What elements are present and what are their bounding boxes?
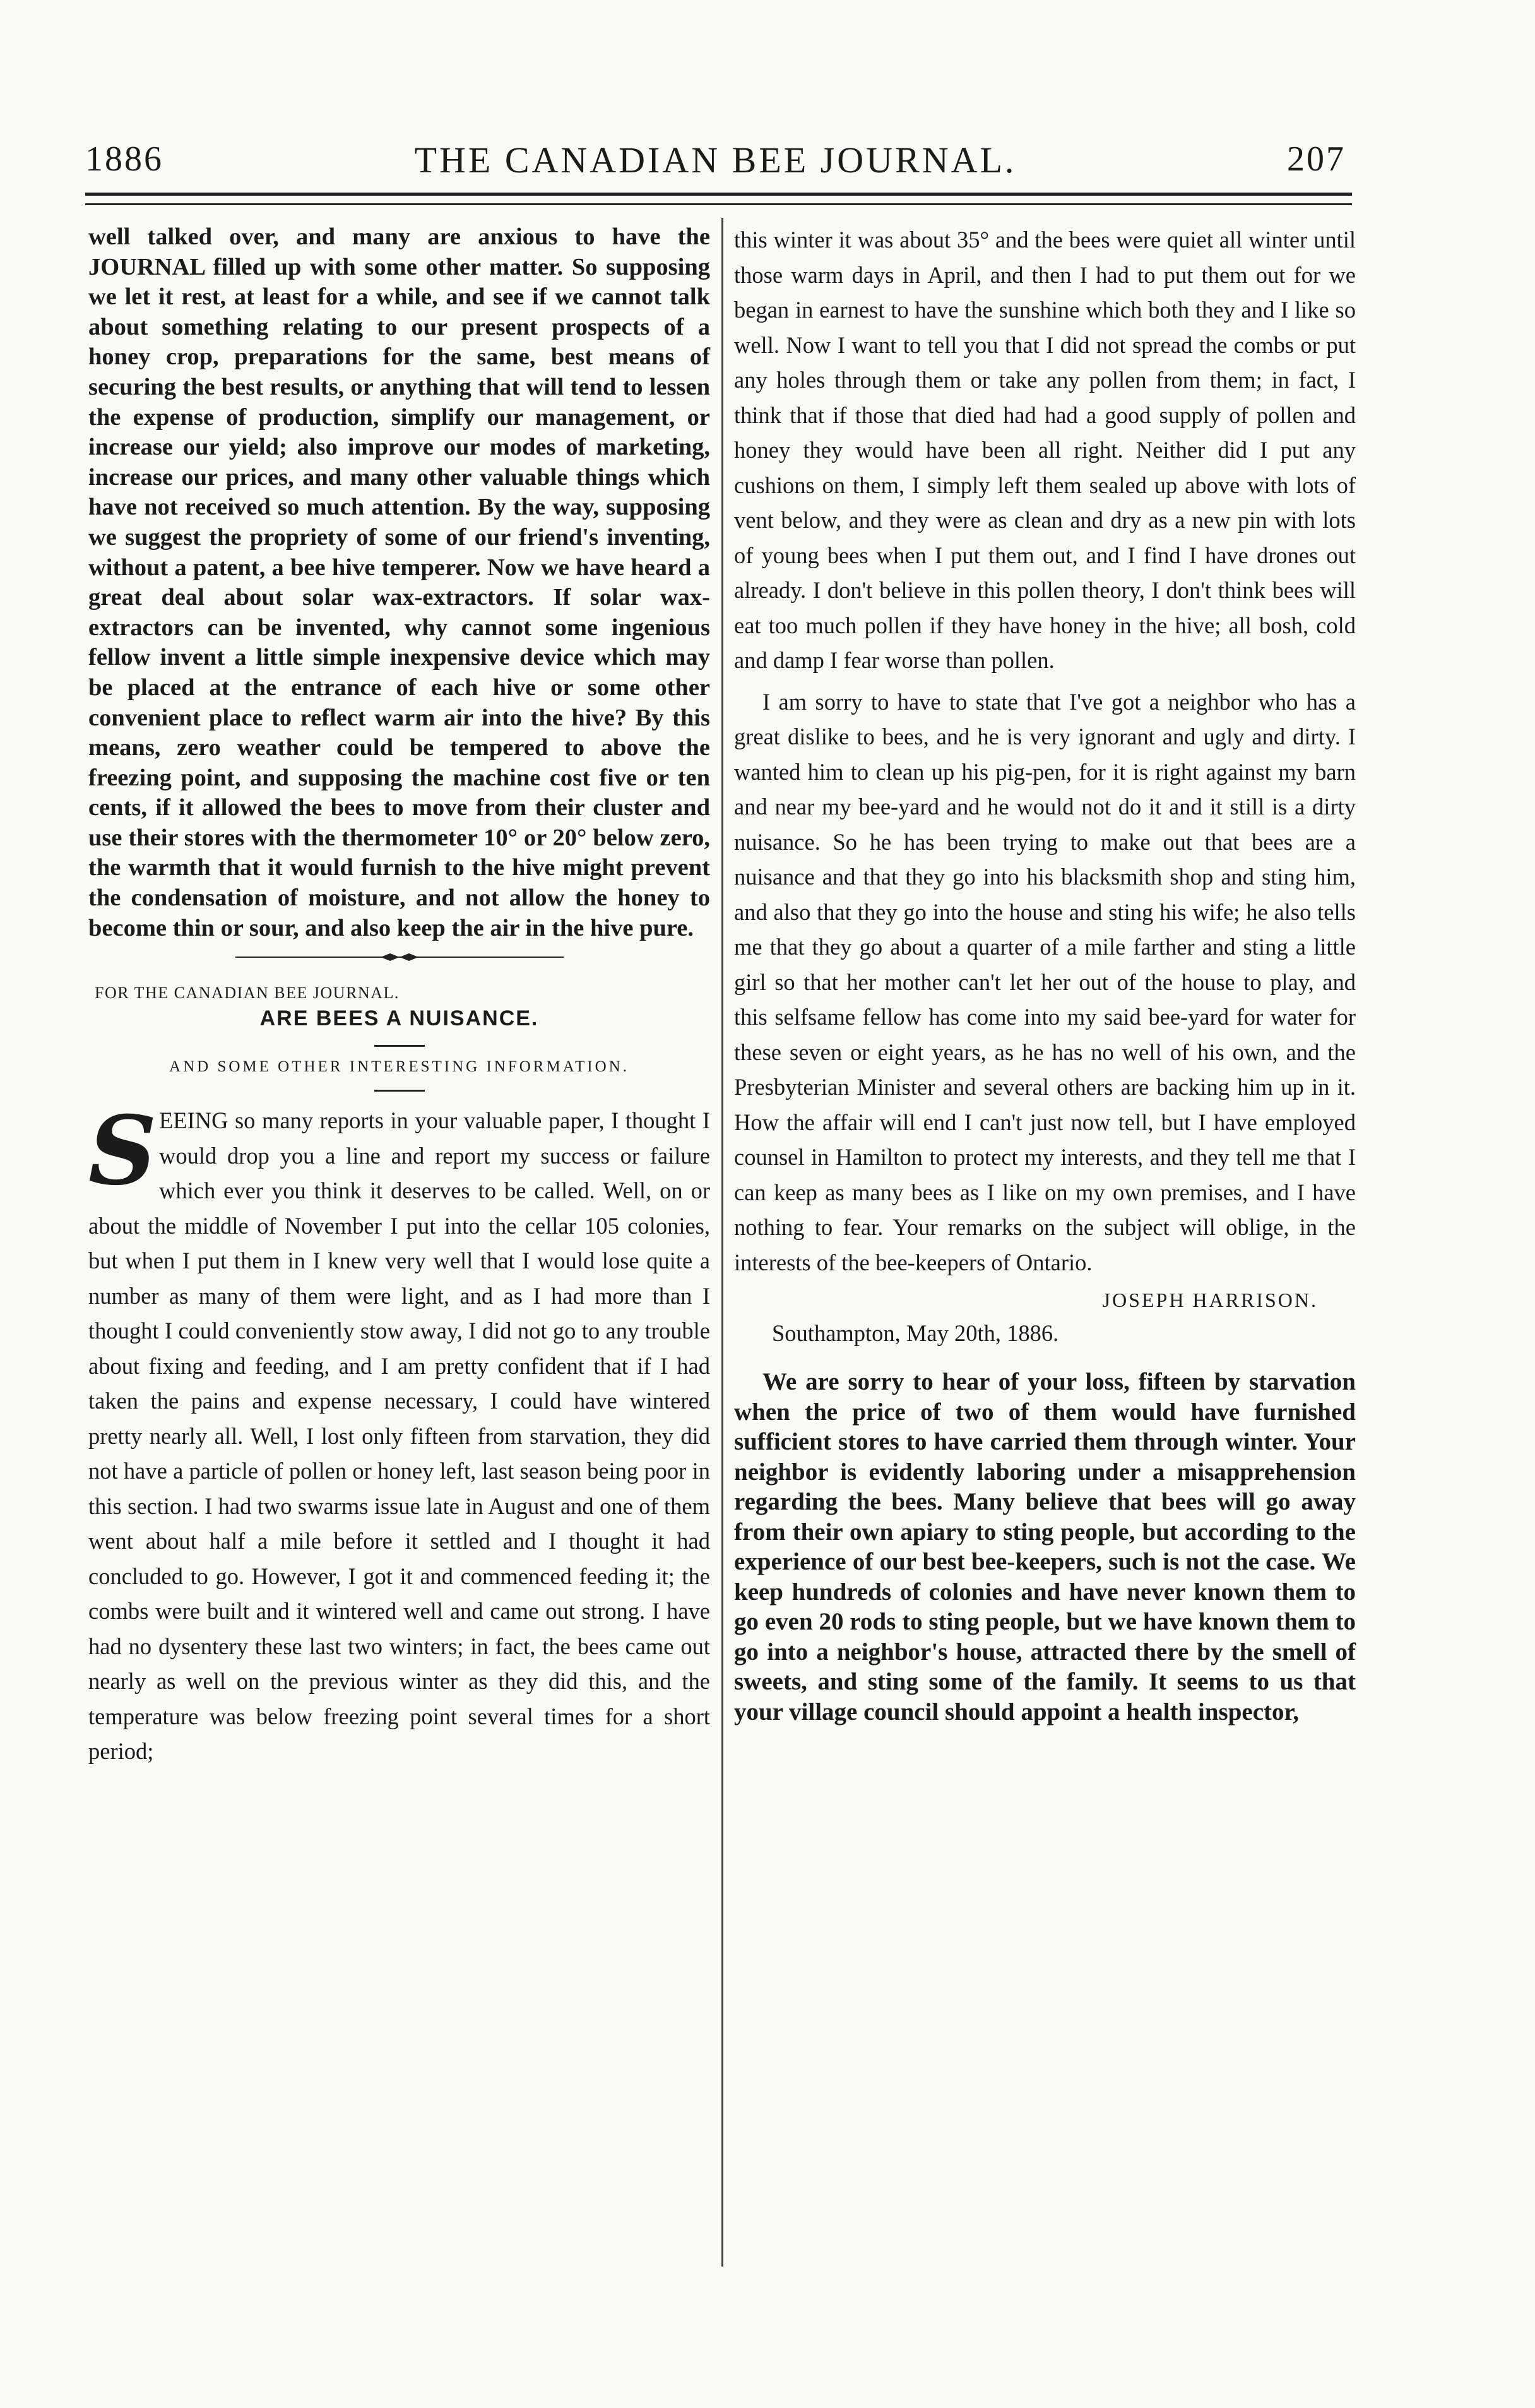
continued-paragraph: well talked over, and many are anxious to have the JOURNAL filled up with some other matter. So supposing we let it rest, at least for a while, and see if we cannot talk about something relating to our present prospects of a honey crop, preparations for the same, best means of securing the best results, or anything that will tend to lessen the expense of production, simplify our management, or increase our yield; also improve our modes of marketing, increase our prices, and many other valuable things which have not received so much attention. By the way, supposing we suggest the propriety of some of our friend's inventing, without a patent, a bee hive temperer. Now we have heard a great deal about solar wax-extractors. If solar wax-extractors can be invented, why cannot some ingenious fellow invent a little simple inexpensive device which may be placed at the entrance of each hive or some other convenient place to reflect warm air into the hive? By this means, zero weather could be tempered to above the freezing point, and supposing the machine cost five or ten cents, if it allowed the bees to move from their cluster and use their stores with the thermometer 10° or 20° below zero, the warmth that it would furnish to the hive might prevent the condensation of moisture, and not allow the honey to become thin or sour, and also keep the air in the hive pure. xyxy=(88,224,710,941)
header-rule-thick xyxy=(85,193,1352,196)
page-number: 207 xyxy=(1287,140,1346,179)
for-line: FOR THE CANADIAN BEE JOURNAL. xyxy=(95,984,400,1003)
title-rule xyxy=(374,1045,425,1047)
article-subtitle: AND SOME OTHER INTERESTING INFORMATION. xyxy=(169,1058,629,1076)
page-header xyxy=(85,139,1346,196)
right-paragraph-2: I am sorry to have to state that I've got a neighbor who has a great dislike to bees, and he is very ignorant and ugly and dirty. I wanted him to clean up his pig-pen, for it is right against my barn and near my bee-yard and he would not do it and it still is a dirty nuisance. So he has been trying to make out that bees are a nuisance and that they go into his blacksmith shop and sting him, and also that they go into the house and sting his wife; he also tells me that they go about a quarter of a mile farther and sting a little girl so that her mother can't let her out of the house to play, and this selfsame fellow has come into my said bee-yard for water for these seven or eight years, as he has no well of his own, and the Presbyterian Minister and several others are backing him up in it. How the affair will end I can't just now tell, but I have employed counsel in Hamilton to protect my interests, and they tell me that I can keep as many bees as I like on my own premises, and I have nothing to fear. Your remarks on the subject will oblige, in the interests of the bee-keepers of Ontario. xyxy=(734,688,1356,1275)
author-signature: JOSEPH HARRISON. xyxy=(1102,1289,1318,1311)
dateline: Southampton, May 20th, 1886. xyxy=(772,1320,1059,1346)
left-column xyxy=(88,222,710,1769)
right-paragraph-1: this winter it was about 35° and the bees were quiet all winter until those warm days in April, and then I had to put them out for we began in earnest to have the sunshine which both they and I like so well. Now I want to tell you that I did not spread the combs or put any holes through them or take any pollen from them; in fact, I think that if those that died had had a good supply of pollen and honey they would have been all right. Neither did I put any cushions on them, I simply left them sealed up above with lots of vent below, and they were as clean and dry as a new pin with lots of young bees when I put them out, and I find I have drones out already. I don't believe in this pollen theory, I don't think bees will eat too much pollen if they have honey in the hive; all bosh, cold and damp I fear worse than pollen. xyxy=(734,227,1356,673)
editor-reply: We are sorry to hear of your loss, fifteen by starvation when the price of two of them would have furnished sufficient stores to have carried them through winter. Your neighbor is evidently laboring under a misapprehension regarding the bees. Many believe that bees will go away from their own apiary to sting people, but according to the experience of our best bee-keepers, such is not the case. We keep hundreds of colonies and have never known them to go even 20 rods to sting people, but we have known them to go into a neighbor's house, attracted there by the smell of sweets, and sting some of the family. It seems to us that your village council should appoint a health inspector, xyxy=(734,1368,1356,1726)
article-paragraph: EEING so many reports in your valuable paper, I thought I would drop you a line and report my success or failure which ever you think it deserves to be called. Well, on or about the middle of November I put into the cellar 105 colonies, but when I put them in I knew very well that I would lose quite a number as many of them were light, and as I had more than I thought I could conveniently stow away, I did not go to any trouble about fixing and feeding, and I am pretty confident that if I had taken the pains and expense necessary, I could have wintered pretty nearly all. Well, I lost only fifteen from starvation, they did not have a particle of pollen or honey left, last season being poor in this section. I had two swarms issue late in August and one of them went about half a mile before it settled and I thought it had concluded to go. However, I got it and commenced feeding it; the combs were built and it wintered well and came out strong. I have had no dysentery these last two winters; in fact, the bees came out nearly as well on the previous winter as they did this, and the temperature was below freezing point several times for a short period; xyxy=(88,1107,710,1765)
header-year: 1886 xyxy=(85,140,163,179)
column-divider xyxy=(721,218,723,2267)
journal-title: THE CANADIAN BEE JOURNAL. xyxy=(414,140,1017,181)
article-title: ARE BEES A NUISANCE. xyxy=(259,1006,539,1031)
drop-cap: S xyxy=(88,1095,157,1207)
section-divider-ornament xyxy=(88,951,710,966)
right-column xyxy=(734,222,1356,1727)
subtitle-rule xyxy=(374,1090,425,1092)
header-rule-thin xyxy=(85,203,1352,205)
article-body xyxy=(88,1095,710,1769)
